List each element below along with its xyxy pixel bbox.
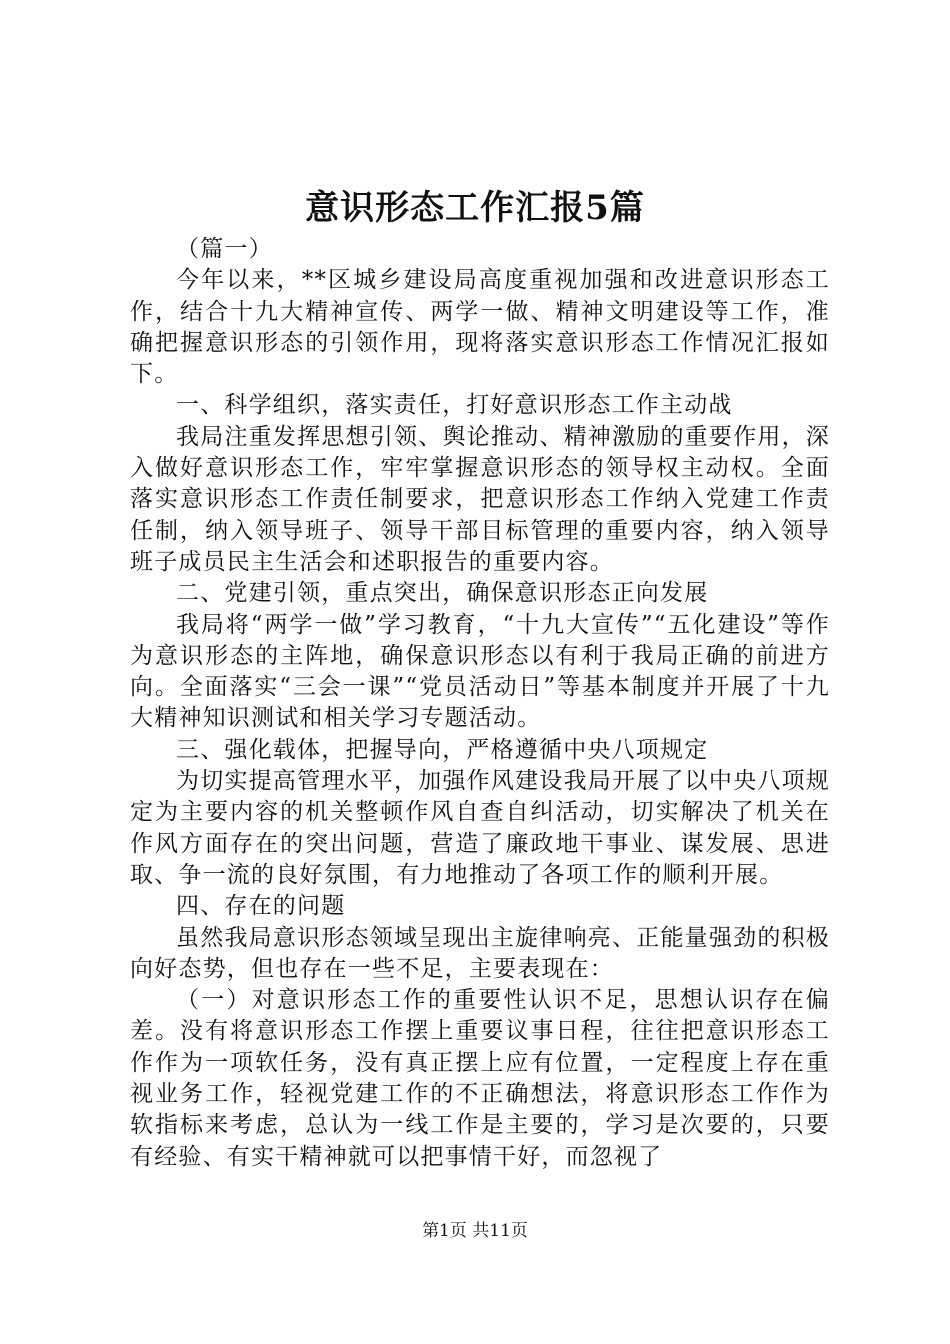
section-heading-3: 三、强化载体，把握导向，严格遵循中央八项规定 — [176, 736, 709, 763]
body-paragraph-2: 我局将“两学一做”学习教育，“十九大宣传”“五化建设”等作为意识形态的主阵地，确保意识形态以有利于我局正确的前进方向。全面落实“三会一课”“党员活动日”等基本制度并开展了十九大精神知识测试和相关学习专题活动。 — [130, 611, 830, 732]
document-title: 意识形态工作汇报5篇 — [305, 188, 645, 228]
document-body — [130, 234, 830, 1173]
body-paragraph-3: 为切实提高管理水平，加强作风建设我局开展了以中央八项规定为主要内容的机关整顿作风自查自纠活动，切实解决了机关在作风方面存在的突出问题，营造了廉政地干事业、谋发展、思进取、争一流的良好氛围，有力地推动了各项工作的顺利开展。 — [130, 768, 830, 888]
section-heading-1: 一、科学组织，落实责任，打好意识形态工作主动战 — [176, 392, 733, 419]
intro-paragraph: 今年以来，**区城乡建设局高度重视加强和改进意识形态工作，结合十九大精神宣传、两学一做、精神文明建设等工作，准确把握意识形态的引领作用，现将落实意识形态工作情况汇报如下。 — [130, 267, 830, 388]
body-paragraph-5: （一）对意识形态工作的重要性认识不足，思想认识存在偏差。没有将意识形态工作摆上重要议事日程，往往把意识形态工作作为一项软任务，没有真正摆上应有位置，一定程度上存在重视业务工作，轻视党建工作的不正确想法，将意识形态工作作为软指标来考虑，总认为一线工作是主要的，学习是次要的，只要有经验、有实干精神就可以把事情干好，而忽视了 — [130, 987, 830, 1170]
body-paragraph-4: 虽然我局意识形态领域呈现出主旋律响亮、正能量强劲的积极向好态势，但也存在一些不足，主要表现在： — [130, 924, 830, 982]
section-heading-4: 四、存在的问题 — [176, 893, 346, 920]
section-heading-2: 二、党建引领，重点突出，确保意识形态正向发展 — [176, 580, 709, 607]
body-paragraph-1: 我局注重发挥思想引领、舆论推动、精神激励的重要作用，深入做好意识形态工作，牢牢掌握意识形态的领导权主动权。全面落实意识形态工作责任制要求，把意识形态工作纳入党建工作责任制，纳入领导班子、领导干部目标管理的重要内容，纳入领导班子成员民主生活会和述职报告的重要内容。 — [130, 423, 830, 575]
section-label: （篇一） — [176, 236, 273, 262]
page-footer: 第1页 共11页 — [422, 1221, 528, 1241]
